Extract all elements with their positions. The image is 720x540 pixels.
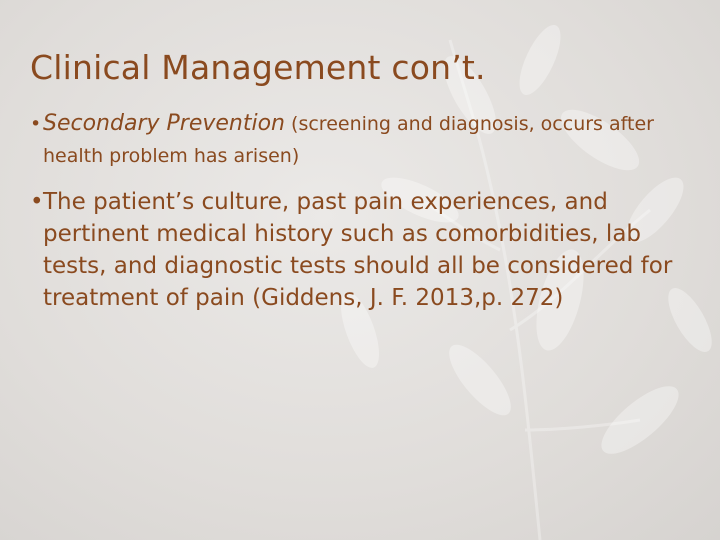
bullet-marker: • [30, 189, 44, 215]
bullet-text: The patient’s culture, past pain experiences, and pertinent medical history such as comorbidities, lab tests, and diagnostic tests should all be considered for treatment of pain (Giddens, J. F. 2013,p. 272) [43, 189, 673, 311]
slide-title: Clinical Management con’t. [30, 48, 486, 87]
bullet-marker: • [30, 113, 42, 135]
bullet-item-secondary-prevention [30, 108, 690, 172]
bullet-lead-term: Secondary Prevention [43, 111, 285, 136]
bullet-text: (screening and diagnosis, occurs after health problem has arisen) [43, 113, 654, 167]
bullet-item-considerations [30, 186, 690, 314]
bullet-list [30, 108, 690, 314]
